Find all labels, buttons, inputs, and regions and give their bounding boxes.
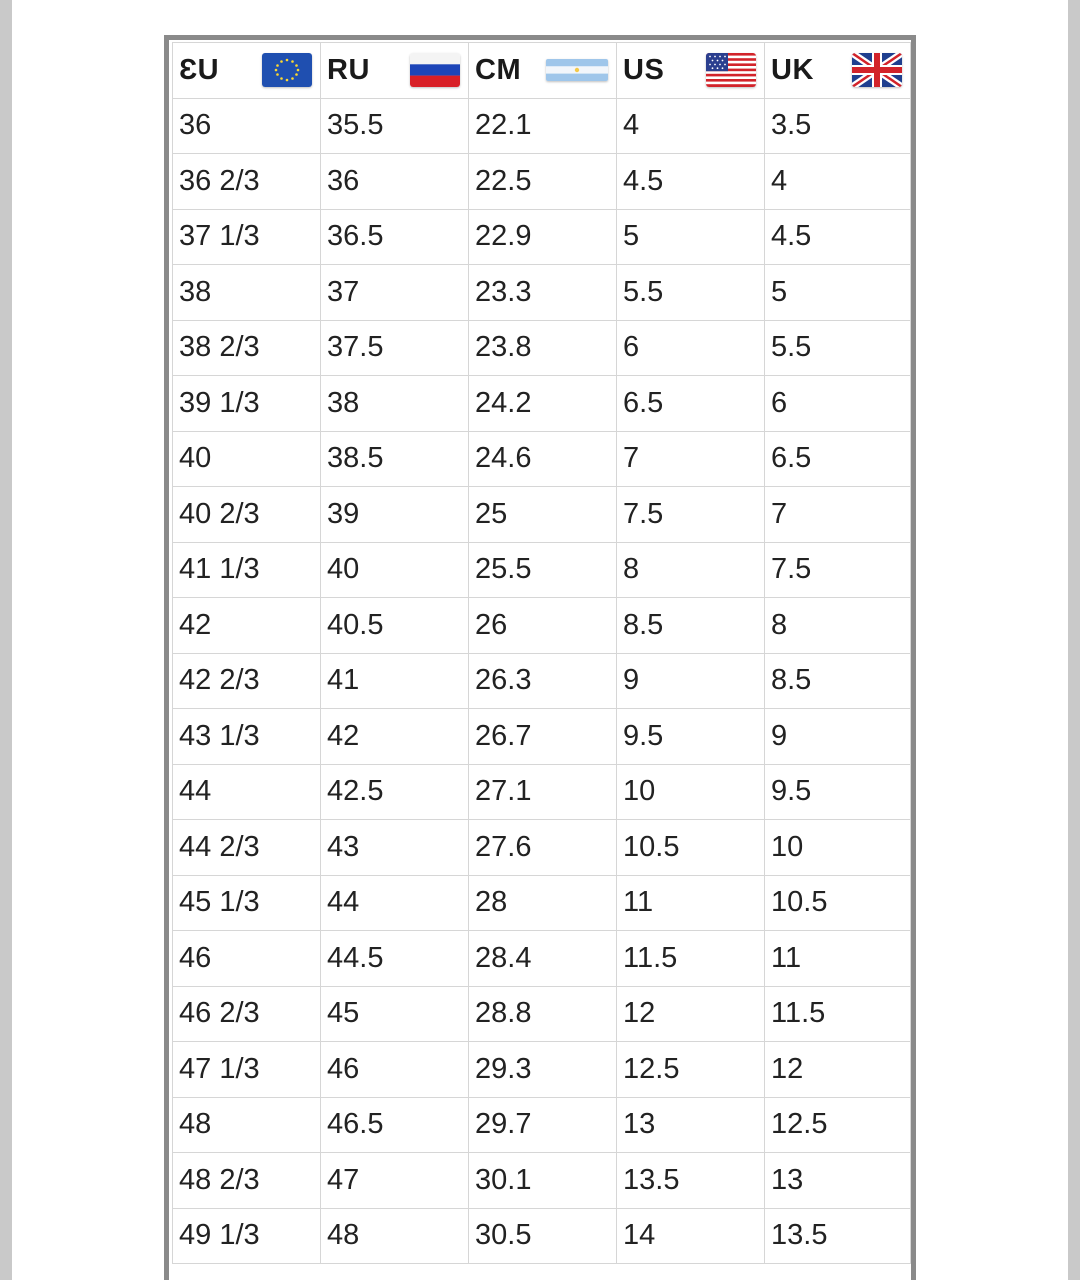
cell-us: 6.5 xyxy=(617,376,765,432)
table-row xyxy=(173,376,911,432)
usa-flag-icon xyxy=(706,53,756,87)
table-body xyxy=(173,98,911,1264)
cell-ru: 48 xyxy=(321,1208,469,1264)
cell-us: 10 xyxy=(617,764,765,820)
cell-eu: 43 1/3 xyxy=(173,709,321,765)
cell-uk: 4.5 xyxy=(765,209,911,265)
cell-ru: 40.5 xyxy=(321,598,469,654)
cell-cm: 30.5 xyxy=(469,1208,617,1264)
cell-ru: 47 xyxy=(321,1153,469,1209)
cell-us: 5 xyxy=(617,209,765,265)
header-cm-label: CM xyxy=(475,53,522,86)
cell-uk: 5 xyxy=(765,265,911,321)
cell-eu: 38 xyxy=(173,265,321,321)
table-row xyxy=(173,487,911,543)
cell-uk: 13 xyxy=(765,1153,911,1209)
table-row xyxy=(173,986,911,1042)
cell-us: 7 xyxy=(617,431,765,487)
table-row xyxy=(173,320,911,376)
cell-cm: 22.5 xyxy=(469,154,617,210)
table-row xyxy=(173,598,911,654)
cell-us: 14 xyxy=(617,1208,765,1264)
cell-ru: 44 xyxy=(321,875,469,931)
table-row xyxy=(173,209,911,265)
table-row xyxy=(173,1153,911,1209)
cell-uk: 3.5 xyxy=(765,98,911,154)
header-uk xyxy=(765,43,911,99)
header-us-label: US xyxy=(623,53,665,86)
cell-cm: 28.4 xyxy=(469,931,617,987)
header-eu xyxy=(173,43,321,99)
table-row xyxy=(173,764,911,820)
cell-ru: 45 xyxy=(321,986,469,1042)
cell-us: 12 xyxy=(617,986,765,1042)
cell-cm: 30.1 xyxy=(469,1153,617,1209)
cell-ru: 44.5 xyxy=(321,931,469,987)
cell-cm: 26.7 xyxy=(469,709,617,765)
cell-eu: 46 xyxy=(173,931,321,987)
cell-cm: 27.6 xyxy=(469,820,617,876)
cell-ru: 40 xyxy=(321,542,469,598)
cell-eu: 49 1/3 xyxy=(173,1208,321,1264)
cell-eu: 37 1/3 xyxy=(173,209,321,265)
cell-uk: 6 xyxy=(765,376,911,432)
cell-cm: 22.9 xyxy=(469,209,617,265)
cell-uk: 8 xyxy=(765,598,911,654)
table-row xyxy=(173,653,911,709)
header-cm xyxy=(469,43,617,99)
cell-ru: 36 xyxy=(321,154,469,210)
cell-cm: 24.2 xyxy=(469,376,617,432)
cell-us: 8.5 xyxy=(617,598,765,654)
cell-us: 4 xyxy=(617,98,765,154)
cell-ru: 38.5 xyxy=(321,431,469,487)
table-row xyxy=(173,98,911,154)
cell-cm: 29.3 xyxy=(469,1042,617,1098)
table-row xyxy=(173,1208,911,1264)
cell-us: 11.5 xyxy=(617,931,765,987)
cell-us: 7.5 xyxy=(617,487,765,543)
cell-uk: 8.5 xyxy=(765,653,911,709)
cell-uk: 6.5 xyxy=(765,431,911,487)
cell-eu: 47 1/3 xyxy=(173,1042,321,1098)
cell-eu: 42 2/3 xyxy=(173,653,321,709)
uk-flag-icon xyxy=(852,53,902,87)
cell-cm: 28.8 xyxy=(469,986,617,1042)
cell-cm: 29.7 xyxy=(469,1097,617,1153)
cell-eu: 44 2/3 xyxy=(173,820,321,876)
cell-uk: 10.5 xyxy=(765,875,911,931)
cell-cm: 23.8 xyxy=(469,320,617,376)
cell-ru: 39 xyxy=(321,487,469,543)
cell-us: 6 xyxy=(617,320,765,376)
cell-cm: 23.3 xyxy=(469,265,617,321)
cell-cm: 22.1 xyxy=(469,98,617,154)
cell-eu: 40 xyxy=(173,431,321,487)
cell-us: 11 xyxy=(617,875,765,931)
table-row xyxy=(173,1042,911,1098)
cell-us: 4.5 xyxy=(617,154,765,210)
cell-uk: 12 xyxy=(765,1042,911,1098)
cell-ru: 37.5 xyxy=(321,320,469,376)
table-row xyxy=(173,709,911,765)
cell-eu: 36 xyxy=(173,98,321,154)
cell-cm: 24.6 xyxy=(469,431,617,487)
cell-ru: 46 xyxy=(321,1042,469,1098)
cell-ru: 42.5 xyxy=(321,764,469,820)
table-row xyxy=(173,931,911,987)
cell-cm: 25 xyxy=(469,487,617,543)
header-uk-label: UK xyxy=(771,53,814,86)
cell-ru: 42 xyxy=(321,709,469,765)
size-conversion-table xyxy=(172,42,911,1264)
cell-cm: 25.5 xyxy=(469,542,617,598)
table-row xyxy=(173,431,911,487)
cell-us: 13.5 xyxy=(617,1153,765,1209)
cell-eu: 46 2/3 xyxy=(173,986,321,1042)
cell-us: 12.5 xyxy=(617,1042,765,1098)
table-row xyxy=(173,265,911,321)
argentina-flag-icon xyxy=(546,59,608,81)
table-row xyxy=(173,820,911,876)
cell-us: 9 xyxy=(617,653,765,709)
cell-eu: 45 1/3 xyxy=(173,875,321,931)
cell-cm: 26 xyxy=(469,598,617,654)
cell-ru: 37 xyxy=(321,265,469,321)
russia-flag-icon xyxy=(410,53,460,87)
cell-eu: 36 2/3 xyxy=(173,154,321,210)
cell-uk: 9 xyxy=(765,709,911,765)
header-eu-label: ƐU xyxy=(179,53,220,86)
cell-eu: 48 2/3 xyxy=(173,1153,321,1209)
cell-uk: 4 xyxy=(765,154,911,210)
cell-ru: 36.5 xyxy=(321,209,469,265)
cell-eu: 42 xyxy=(173,598,321,654)
header-ru xyxy=(321,43,469,99)
cell-eu: 40 2/3 xyxy=(173,487,321,543)
cell-uk: 11 xyxy=(765,931,911,987)
cell-eu: 38 2/3 xyxy=(173,320,321,376)
eu-flag-icon xyxy=(262,53,312,87)
cell-eu: 48 xyxy=(173,1097,321,1153)
cell-ru: 38 xyxy=(321,376,469,432)
cell-us: 8 xyxy=(617,542,765,598)
cell-uk: 9.5 xyxy=(765,764,911,820)
cell-ru: 35.5 xyxy=(321,98,469,154)
cell-eu: 39 1/3 xyxy=(173,376,321,432)
cell-ru: 43 xyxy=(321,820,469,876)
cell-ru: 46.5 xyxy=(321,1097,469,1153)
header-row xyxy=(173,43,911,99)
cell-uk: 13.5 xyxy=(765,1208,911,1264)
cell-us: 10.5 xyxy=(617,820,765,876)
cell-us: 13 xyxy=(617,1097,765,1153)
cell-cm: 27.1 xyxy=(469,764,617,820)
table-row xyxy=(173,875,911,931)
cell-uk: 5.5 xyxy=(765,320,911,376)
cell-us: 5.5 xyxy=(617,265,765,321)
cell-uk: 7.5 xyxy=(765,542,911,598)
table-row xyxy=(173,1097,911,1153)
cell-ru: 41 xyxy=(321,653,469,709)
cell-uk: 7 xyxy=(765,487,911,543)
table-row xyxy=(173,542,911,598)
cell-eu: 44 xyxy=(173,764,321,820)
cell-uk: 10 xyxy=(765,820,911,876)
cell-cm: 26.3 xyxy=(469,653,617,709)
cell-cm: 28 xyxy=(469,875,617,931)
cell-uk: 11.5 xyxy=(765,986,911,1042)
cell-uk: 12.5 xyxy=(765,1097,911,1153)
header-us xyxy=(617,43,765,99)
cell-us: 9.5 xyxy=(617,709,765,765)
header-ru-label: RU xyxy=(327,53,370,86)
cell-eu: 41 1/3 xyxy=(173,542,321,598)
table-row xyxy=(173,154,911,210)
